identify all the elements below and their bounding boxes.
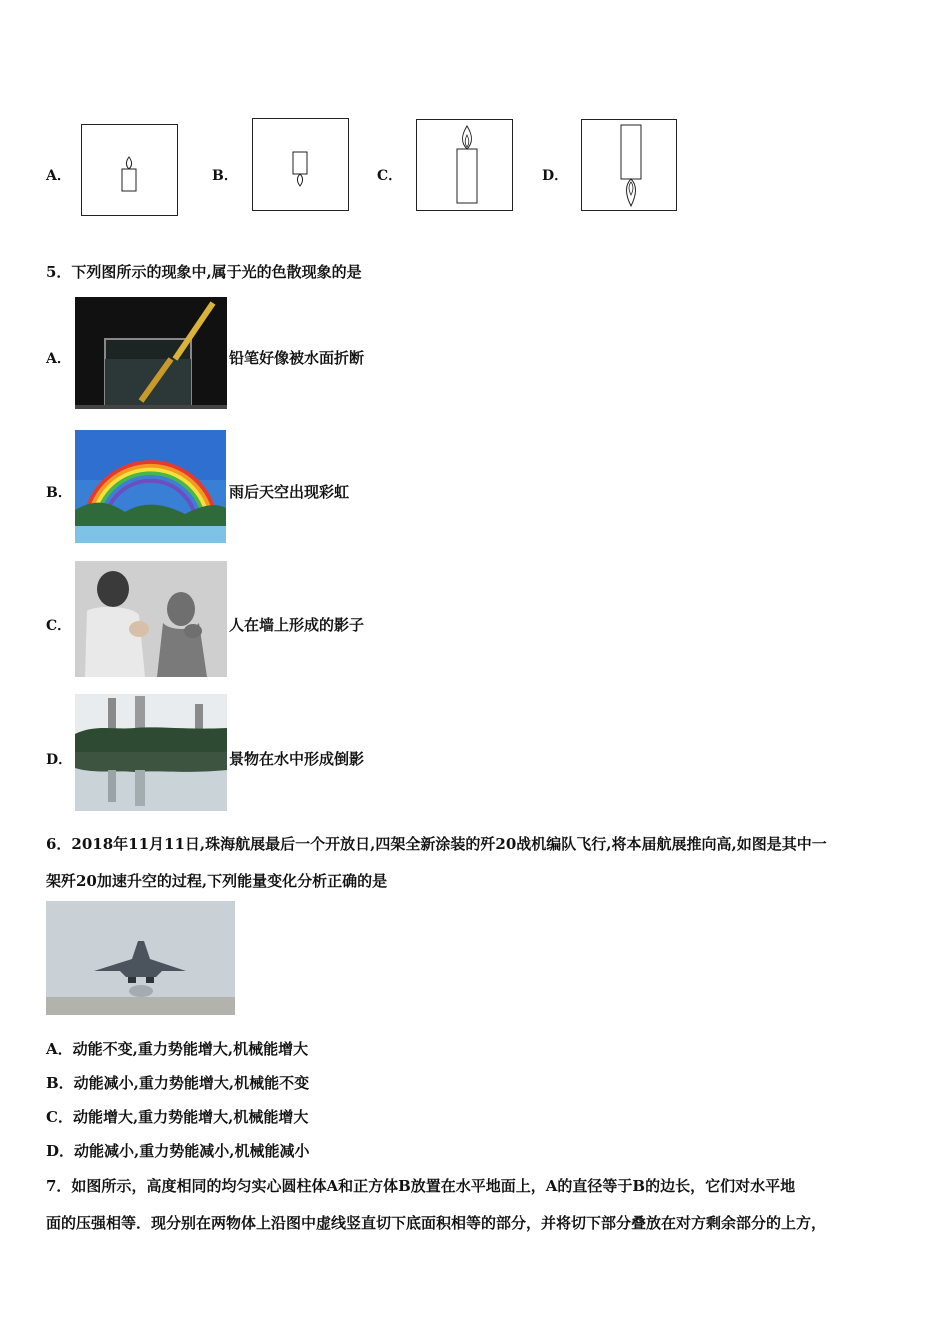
- q5-option-b-caption: 雨后天空出现彩虹: [229, 483, 350, 501]
- q5-option-b-letter: B．: [46, 485, 72, 501]
- q6-option-b: B．动能减小,重力势能增大,机械能不变: [46, 1074, 310, 1092]
- rainbow-photo: [75, 430, 226, 543]
- q4-option-d-image: [581, 119, 677, 211]
- q5-stem: 5．下列图所示的现象中,属于光的色散现象的是: [46, 263, 362, 281]
- q4-option-a-letter: A．: [46, 168, 71, 184]
- q6-option-a: A．动能不变,重力势能增大,机械能增大: [46, 1040, 309, 1058]
- large-candle-inverted-icon: [582, 120, 676, 210]
- pencil-in-water-photo: [75, 297, 227, 409]
- q5-option-c-letter: C．: [46, 618, 72, 634]
- q4-option-d-letter: D．: [542, 168, 569, 184]
- q4-option-b-image: [252, 118, 349, 211]
- large-candle-upright-icon: [417, 120, 512, 210]
- q6-option-d: D．动能减小,重力势能减小,机械能减小: [46, 1142, 310, 1160]
- q5-option-a-caption: 铅笔好像被水面折断: [229, 349, 365, 367]
- q7-stem-line-2: 面的压强相等．现分别在两物体上沿图中虚线竖直切下底面积相等的部分，并将切下部分叠放在对方剩余部分的上方，: [46, 1214, 827, 1232]
- q7-stem-line-1: 7．如图所示，高度相同的均匀实心圆柱体A和正方体B放置在水平地面上，A的直径等于B的边长，它们对水平地: [46, 1177, 796, 1195]
- shadow-on-wall-photo: [75, 561, 227, 677]
- small-candle-upright-icon: [82, 125, 177, 215]
- q6-stem-line-1: 6．2018年11月11日,珠海航展最后一个开放日,四架全新涂装的歼20战机编队飞行,将本届航展推向高,如图是其中一: [46, 835, 827, 853]
- q4-option-a-image: [81, 124, 178, 216]
- small-candle-inverted-icon: [253, 119, 348, 210]
- q4-option-b-letter: B．: [212, 168, 238, 184]
- q5-option-d-caption: 景物在水中形成倒影: [229, 750, 365, 768]
- q6-stem-line-2: 架歼20加速升空的过程,下列能量变化分析正确的是: [46, 872, 388, 890]
- q4-option-c-letter: C．: [377, 168, 403, 184]
- fighter-jet-takeoff-photo: [46, 901, 235, 1015]
- q4-option-c-image: [416, 119, 513, 211]
- q6-option-c: C．动能增大,重力势能增大,机械能增大: [46, 1108, 309, 1126]
- q5-option-c-caption: 人在墙上形成的影子: [229, 616, 365, 634]
- q5-option-d-letter: D．: [46, 752, 73, 768]
- reflection-in-water-photo: [75, 694, 227, 811]
- q5-option-a-letter: A．: [46, 351, 71, 367]
